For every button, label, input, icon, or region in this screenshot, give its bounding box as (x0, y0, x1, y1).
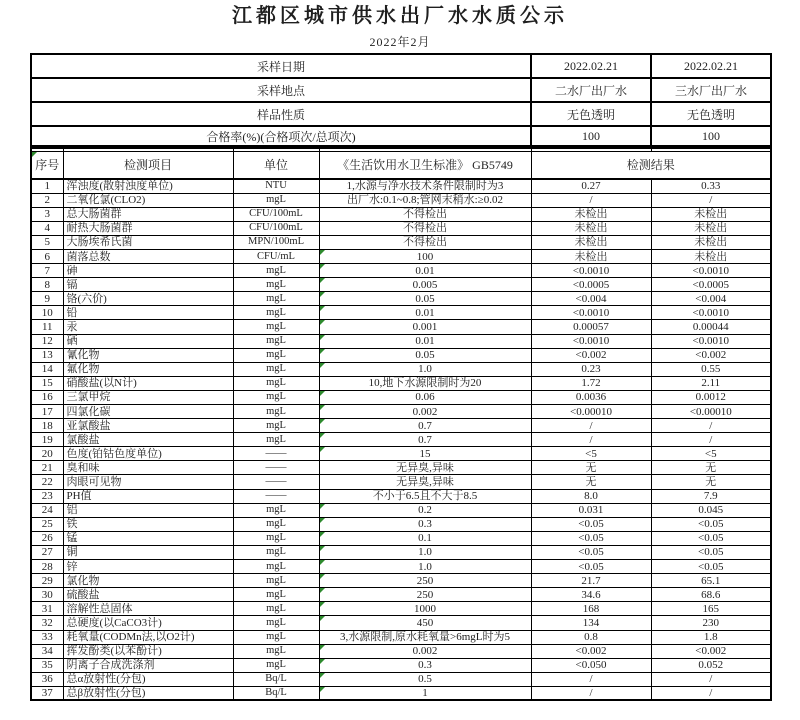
cell-result1: 168 (531, 602, 651, 616)
cell-item: 铅 (63, 306, 233, 320)
table-row (31, 545, 771, 559)
cell-item: 二氧化氯(CLO2) (63, 193, 233, 207)
cell-item: 肉眼可见物 (63, 475, 233, 489)
cell-no: 6 (31, 249, 63, 263)
cell-item: 氯化物 (63, 574, 233, 588)
cell-standard: 不得检出 (319, 235, 531, 249)
cell-result2: 0.0012 (651, 390, 771, 404)
cell-result1: / (531, 193, 651, 207)
cell-result2: 0.052 (651, 658, 771, 672)
cell-result1: <0.050 (531, 658, 651, 672)
cell-no: 14 (31, 362, 63, 376)
cell-result1: 无 (531, 461, 651, 475)
cell-result2: 230 (651, 616, 771, 630)
cell-result2: 未检出 (651, 207, 771, 221)
table-row (31, 264, 771, 278)
cell-item: 硝酸盐(以N计) (63, 376, 233, 390)
cell-item: 总硬度(以CaCO3计) (63, 616, 233, 630)
table-row (31, 249, 771, 263)
cell-result2: <0.05 (651, 545, 771, 559)
cell-unit: mgL (233, 419, 319, 433)
cell-unit: —— (233, 447, 319, 461)
table-row (31, 447, 771, 461)
cell-no: 4 (31, 221, 63, 235)
cell-standard: 10,地下水源限制时为20 (319, 376, 531, 390)
cell-standard: 0.002 (319, 644, 531, 658)
cell-standard: 0.05 (319, 292, 531, 306)
cell-result2: <0.05 (651, 560, 771, 574)
cell-result1: 未检出 (531, 221, 651, 235)
cell-result2: 无 (651, 461, 771, 475)
table-row (31, 207, 771, 221)
cell-no: 22 (31, 475, 63, 489)
cell-item: 铝 (63, 503, 233, 517)
cell-no: 23 (31, 489, 63, 503)
cell-no: 7 (31, 264, 63, 278)
cell-result1: / (531, 686, 651, 700)
cell-item: 汞 (63, 320, 233, 334)
summary-value-plant3: 三水厂出厂水 (651, 78, 771, 102)
cell-no: 27 (31, 545, 63, 559)
cell-standard: 1.0 (319, 560, 531, 574)
cell-item: 大肠埃希氏菌 (63, 235, 233, 249)
cell-result2: 1.8 (651, 630, 771, 644)
cell-no: 3 (31, 207, 63, 221)
summary-table-body (31, 54, 771, 146)
summary-row (31, 78, 771, 102)
cell-item: 氟化物 (63, 362, 233, 376)
cell-result2: 165 (651, 602, 771, 616)
cell-no: 12 (31, 334, 63, 348)
summary-value-plant3: 无色透明 (651, 102, 771, 126)
cell-standard: 不得检出 (319, 221, 531, 235)
cell-unit: mgL (233, 644, 319, 658)
cell-result1: 未检出 (531, 249, 651, 263)
cell-item: 色度(铂钴色度单位) (63, 447, 233, 461)
cell-unit: CFU/100mL (233, 207, 319, 221)
header-row (31, 151, 771, 179)
cell-result1: 1.72 (531, 376, 651, 390)
cell-result2: <0.002 (651, 348, 771, 362)
cell-item: 总β放射性(分包) (63, 686, 233, 700)
cell-item: 臭和味 (63, 461, 233, 475)
table-row (31, 503, 771, 517)
cell-unit: mgL (233, 362, 319, 376)
cell-no: 19 (31, 433, 63, 447)
cell-unit: mgL (233, 390, 319, 404)
summary-label: 样品性质 (31, 102, 531, 126)
cell-item: 总大肠菌群 (63, 207, 233, 221)
cell-item: 铁 (63, 517, 233, 531)
cell-standard: 0.1 (319, 531, 531, 545)
cell-item: 溶解性总固体 (63, 602, 233, 616)
cell-unit: mgL (233, 630, 319, 644)
cell-standard: 450 (319, 616, 531, 630)
cell-no: 17 (31, 405, 63, 419)
cell-unit: CFU/100mL (233, 221, 319, 235)
table-row (31, 630, 771, 644)
col-header-item: 检测项目 (63, 151, 233, 179)
cell-standard: 不小于6.5且不大于8.5 (319, 489, 531, 503)
cell-standard: 15 (319, 447, 531, 461)
cell-result1: <0.0005 (531, 278, 651, 292)
col-header-unit: 单位 (233, 151, 319, 179)
cell-no: 31 (31, 602, 63, 616)
cell-item: 总α放射性(分包) (63, 672, 233, 686)
table-row (31, 588, 771, 602)
cell-result1: <0.05 (531, 517, 651, 531)
table-row (31, 475, 771, 489)
table-row (31, 390, 771, 404)
table-row (31, 602, 771, 616)
summary-row (31, 102, 771, 126)
cell-result1: <5 (531, 447, 651, 461)
table-row (31, 320, 771, 334)
summary-value-plant3: 2022.02.21 (651, 54, 771, 78)
cell-unit: mgL (233, 334, 319, 348)
cell-standard: 0.3 (319, 517, 531, 531)
results-table-body (31, 179, 771, 700)
cell-unit: Bq/L (233, 672, 319, 686)
cell-unit: —— (233, 461, 319, 475)
cell-standard: 0.5 (319, 672, 531, 686)
cell-result1: / (531, 433, 651, 447)
cell-item: 硒 (63, 334, 233, 348)
table-row (31, 306, 771, 320)
cell-no: 34 (31, 644, 63, 658)
cell-result1: 8.0 (531, 489, 651, 503)
cell-standard: 0.3 (319, 658, 531, 672)
cell-result1: 21.7 (531, 574, 651, 588)
cell-item: 耐热大肠菌群 (63, 221, 233, 235)
table-row (31, 405, 771, 419)
cell-item: 锌 (63, 560, 233, 574)
summary-label: 合格率(%)(合格项次/总项次) (31, 126, 531, 146)
cell-no: 13 (31, 348, 63, 362)
cell-result1: 34.6 (531, 588, 651, 602)
cell-standard: 无异臭,异味 (319, 461, 531, 475)
cell-standard: 0.05 (319, 348, 531, 362)
cell-item: 三氯甲烷 (63, 390, 233, 404)
col-header-result: 检测结果 (531, 151, 771, 179)
cell-unit: mgL (233, 517, 319, 531)
cell-no: 26 (31, 531, 63, 545)
table-row (31, 517, 771, 531)
cell-no: 20 (31, 447, 63, 461)
cell-standard: 0.2 (319, 503, 531, 517)
cell-result2: / (651, 193, 771, 207)
summary-value-plant2: 无色透明 (531, 102, 651, 126)
table-row (31, 221, 771, 235)
cell-item: 挥发酚类(以苯酚计) (63, 644, 233, 658)
table-row (31, 235, 771, 249)
cell-standard: 0.01 (319, 306, 531, 320)
summary-label: 采样地点 (31, 78, 531, 102)
table-row (31, 376, 771, 390)
cell-result1: <0.0010 (531, 306, 651, 320)
cell-result2: 65.1 (651, 574, 771, 588)
cell-result2: <0.004 (651, 292, 771, 306)
cell-unit: NTU (233, 179, 319, 193)
cell-item: 四氯化碳 (63, 405, 233, 419)
page-subtitle: 2022年2月 (369, 35, 431, 49)
cell-standard: 100 (319, 249, 531, 263)
cell-unit: MPN/100mL (233, 235, 319, 249)
cell-result2: <0.0010 (651, 264, 771, 278)
cell-no: 35 (31, 658, 63, 672)
cell-standard: 0.001 (319, 320, 531, 334)
cell-result2: / (651, 419, 771, 433)
summary-value-plant2: 二水厂出厂水 (531, 78, 651, 102)
cell-result1: / (531, 419, 651, 433)
cell-result2: <0.0010 (651, 306, 771, 320)
cell-unit: —— (233, 475, 319, 489)
table-row (31, 531, 771, 545)
cell-result2: / (651, 672, 771, 686)
cell-no: 5 (31, 235, 63, 249)
cell-no: 32 (31, 616, 63, 630)
summary-label: 采样日期 (31, 54, 531, 78)
cell-unit: —— (233, 489, 319, 503)
cell-unit: mgL (233, 320, 319, 334)
cell-unit: mgL (233, 574, 319, 588)
cell-standard: 出厂水:0.1~0.8;管网末稍水:≥0.02 (319, 193, 531, 207)
cell-result2: / (651, 433, 771, 447)
cell-standard: 3,水源限制,原水耗氧量>6mgL时为5 (319, 630, 531, 644)
cell-standard: 1.0 (319, 362, 531, 376)
cell-result2: 0.045 (651, 503, 771, 517)
table-row (31, 686, 771, 700)
table-row (31, 433, 771, 447)
cell-result2: 未检出 (651, 221, 771, 235)
table-row (31, 560, 771, 574)
cell-result1: <0.05 (531, 560, 651, 574)
cell-no: 33 (31, 630, 63, 644)
table-row (31, 616, 771, 630)
cell-result1: <0.0010 (531, 264, 651, 278)
cell-result2: <5 (651, 447, 771, 461)
cell-unit: mgL (233, 264, 319, 278)
cell-result2: 7.9 (651, 489, 771, 503)
cell-no: 21 (31, 461, 63, 475)
cell-standard: 1,水源与净水技术条件限制时为3 (319, 179, 531, 193)
cell-standard: 不得检出 (319, 207, 531, 221)
summary-table (30, 53, 772, 147)
cell-result2: 0.55 (651, 362, 771, 376)
summary-row (31, 126, 771, 146)
cell-result2: <0.05 (651, 531, 771, 545)
summary-value-plant3: 100 (651, 126, 771, 146)
cell-no: 29 (31, 574, 63, 588)
cell-item: 氰化物 (63, 348, 233, 362)
cell-no: 30 (31, 588, 63, 602)
cell-result1: <0.004 (531, 292, 651, 306)
cell-result2: <0.002 (651, 644, 771, 658)
table-row (31, 179, 771, 193)
cell-result2: / (651, 686, 771, 700)
cell-result1: 0.23 (531, 362, 651, 376)
cell-result2: 0.33 (651, 179, 771, 193)
cell-result1: 0.0036 (531, 390, 651, 404)
cell-result1: <0.00010 (531, 405, 651, 419)
cell-unit: mgL (233, 376, 319, 390)
summary-value-plant2: 2022.02.21 (531, 54, 651, 78)
table-row (31, 348, 771, 362)
cell-result2: <0.05 (651, 517, 771, 531)
table-row (31, 193, 771, 207)
cell-result2: 未检出 (651, 249, 771, 263)
summary-value-plant2: 100 (531, 126, 651, 146)
table-row (31, 334, 771, 348)
cell-standard: 0.01 (319, 264, 531, 278)
cell-result2: 68.6 (651, 588, 771, 602)
cell-unit: mgL (233, 545, 319, 559)
cell-unit: mgL (233, 306, 319, 320)
cell-result2: 2.11 (651, 376, 771, 390)
cell-standard: 1000 (319, 602, 531, 616)
cell-unit: mgL (233, 292, 319, 306)
cell-unit: Bq/L (233, 686, 319, 700)
cell-result1: 134 (531, 616, 651, 630)
cell-item: 阴离子合成洗涤剂 (63, 658, 233, 672)
cell-no: 25 (31, 517, 63, 531)
col-header-standard: 《生活饮用水卫生标准》 GB5749 (319, 151, 531, 179)
cell-result1: 无 (531, 475, 651, 489)
cell-result1: <0.05 (531, 531, 651, 545)
cell-standard: 0.7 (319, 433, 531, 447)
cell-standard: 0.01 (319, 334, 531, 348)
cell-no: 36 (31, 672, 63, 686)
cell-item: 铬(六价) (63, 292, 233, 306)
cell-unit: mgL (233, 616, 319, 630)
cell-unit: mgL (233, 278, 319, 292)
cell-item: 锰 (63, 531, 233, 545)
cell-result1: 0.27 (531, 179, 651, 193)
cell-no: 37 (31, 686, 63, 700)
cell-item: PH值 (63, 489, 233, 503)
cell-item: 硫酸盐 (63, 588, 233, 602)
table-row (31, 362, 771, 376)
cell-item: 砷 (63, 264, 233, 278)
cell-standard: 250 (319, 574, 531, 588)
cell-no: 10 (31, 306, 63, 320)
cell-standard: 250 (319, 588, 531, 602)
cell-item: 耗氧量(CODMn法,以O2计) (63, 630, 233, 644)
cell-item: 镉 (63, 278, 233, 292)
cell-standard: 1 (319, 686, 531, 700)
cell-result1: <0.002 (531, 644, 651, 658)
cell-unit: mgL (233, 433, 319, 447)
cell-result2: 0.00044 (651, 320, 771, 334)
cell-item: 亚氯酸盐 (63, 419, 233, 433)
cell-result1: 0.8 (531, 630, 651, 644)
cell-item: 菌落总数 (63, 249, 233, 263)
table-row (31, 658, 771, 672)
cell-unit: mgL (233, 503, 319, 517)
cell-result1: 0.00057 (531, 320, 651, 334)
cell-result1: 0.031 (531, 503, 651, 517)
cell-result2: 未检出 (651, 235, 771, 249)
cell-no: 8 (31, 278, 63, 292)
cell-result1: / (531, 672, 651, 686)
cell-unit: CFU/mL (233, 249, 319, 263)
table-row (31, 461, 771, 475)
cell-standard: 无异臭,异味 (319, 475, 531, 489)
cell-result2: <0.0010 (651, 334, 771, 348)
cell-unit: mgL (233, 531, 319, 545)
cell-result1: 未检出 (531, 207, 651, 221)
cell-unit: mgL (233, 588, 319, 602)
cell-no: 2 (31, 193, 63, 207)
cell-no: 18 (31, 419, 63, 433)
cell-result1: <0.05 (531, 545, 651, 559)
cell-no: 9 (31, 292, 63, 306)
cell-item: 氯酸盐 (63, 433, 233, 447)
cell-no: 1 (31, 179, 63, 193)
cell-result2: 无 (651, 475, 771, 489)
cell-unit: mgL (233, 602, 319, 616)
cell-item: 浑浊度(散射浊度单位) (63, 179, 233, 193)
cell-no: 24 (31, 503, 63, 517)
results-table (30, 147, 772, 701)
table-row (31, 644, 771, 658)
cell-standard: 1.0 (319, 545, 531, 559)
summary-row (31, 54, 771, 78)
cell-unit: mgL (233, 193, 319, 207)
cell-no: 11 (31, 320, 63, 334)
cell-result1: <0.002 (531, 348, 651, 362)
table-row (31, 278, 771, 292)
cell-unit: mgL (233, 348, 319, 362)
cell-unit: mgL (233, 658, 319, 672)
cell-unit: mgL (233, 560, 319, 574)
table-row (31, 419, 771, 433)
cell-result2: <0.0005 (651, 278, 771, 292)
table-row (31, 292, 771, 306)
cell-standard: 0.06 (319, 390, 531, 404)
table-row (31, 574, 771, 588)
cell-standard: 0.005 (319, 278, 531, 292)
cell-result2: <0.00010 (651, 405, 771, 419)
cell-no: 28 (31, 560, 63, 574)
table-row (31, 672, 771, 686)
cell-standard: 0.7 (319, 419, 531, 433)
cell-item: 铜 (63, 545, 233, 559)
cell-result1: <0.0010 (531, 334, 651, 348)
cell-no: 16 (31, 390, 63, 404)
col-header-no: 序号 (31, 151, 63, 179)
cell-result1: 未检出 (531, 235, 651, 249)
cell-unit: mgL (233, 405, 319, 419)
page-title: 江都区城市供水出厂水水质公示 (232, 5, 568, 27)
cell-no: 15 (31, 376, 63, 390)
table-row (31, 489, 771, 503)
cell-standard: 0.002 (319, 405, 531, 419)
